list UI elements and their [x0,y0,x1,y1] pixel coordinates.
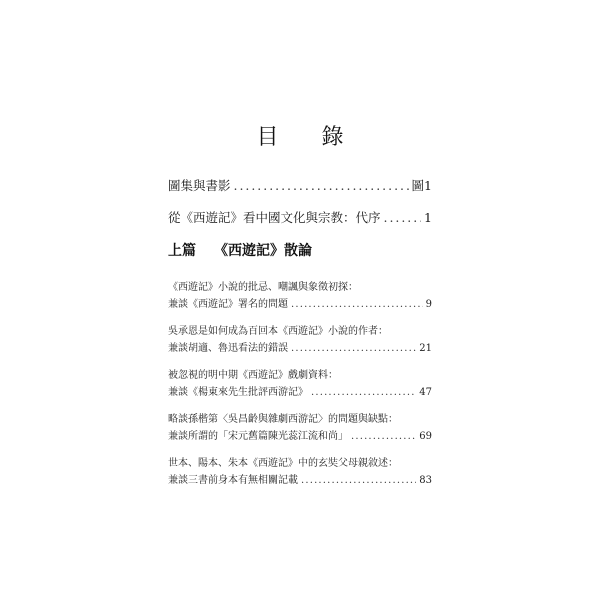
dot-leader [311,384,416,401]
toc-entry-1[interactable] [168,279,432,313]
toc-entry-5[interactable] [168,455,432,489]
toc-entry-page: 47 [419,387,432,398]
toc-entry-title: 被忽視的明中期《西遊記》戲劇資料： [168,370,338,381]
section-heading [168,240,312,260]
toc-entry-title: 《西遊記》小說的批忌、嘲諷與象徵初探： [168,282,358,293]
toc-row-front-2[interactable] [168,208,432,226]
section-part: 上篇 [168,243,196,259]
toc-entry-page: 21 [419,343,432,354]
toc-row-label: 圖集與書影 [168,178,231,193]
section-name: 《西遊記》散論 [214,243,312,259]
toc-entry-page: 9 [425,299,432,310]
toc-row-page: 圖1 [411,178,432,193]
toc-entry-title: 略談孫楷第〈吳昌齡與雜劇西游記〉的問題與缺點： [168,414,398,425]
dot-leader [384,210,422,225]
toc-row-page: 1 [424,210,432,225]
toc-entry-3[interactable] [168,367,432,401]
toc-entry-2[interactable] [168,323,432,357]
toc-entry-page: 83 [419,475,432,486]
page-title: 目 錄 [256,125,362,150]
toc-row-front-1[interactable] [168,176,432,194]
toc-entry-subtitle: 兼談《西遊記》署名的問題 [168,299,288,310]
dot-leader [291,296,423,313]
dot-leader [301,472,416,489]
toc-entry-title: 世本、陽本、朱本《西遊記》中的玄奘父母親敘述： [168,458,398,469]
toc-entry-subtitle: 兼談《楊東來先生批評西游記》 [168,387,308,398]
toc-entry-page: 69 [419,431,432,442]
dot-leader [291,340,416,357]
toc-entry-subtitle: 兼談三書前身本有無相關記載 [168,475,298,486]
toc-entry-subtitle: 兼談所謂的「宋元舊篇陳光蕊江流和尚」 [168,431,348,442]
toc-entry-4[interactable] [168,411,432,445]
toc-entry-title: 吳承恩是如何成為百回本《西遊記》小說的作者： [168,326,388,337]
dot-leader [351,428,416,445]
dot-leader [234,178,409,193]
toc-row-label: 從《西遊記》看中國文化與宗教：代序 [168,210,381,225]
toc-entry-subtitle: 兼談胡適、魯迅看法的錯誤 [168,343,288,354]
